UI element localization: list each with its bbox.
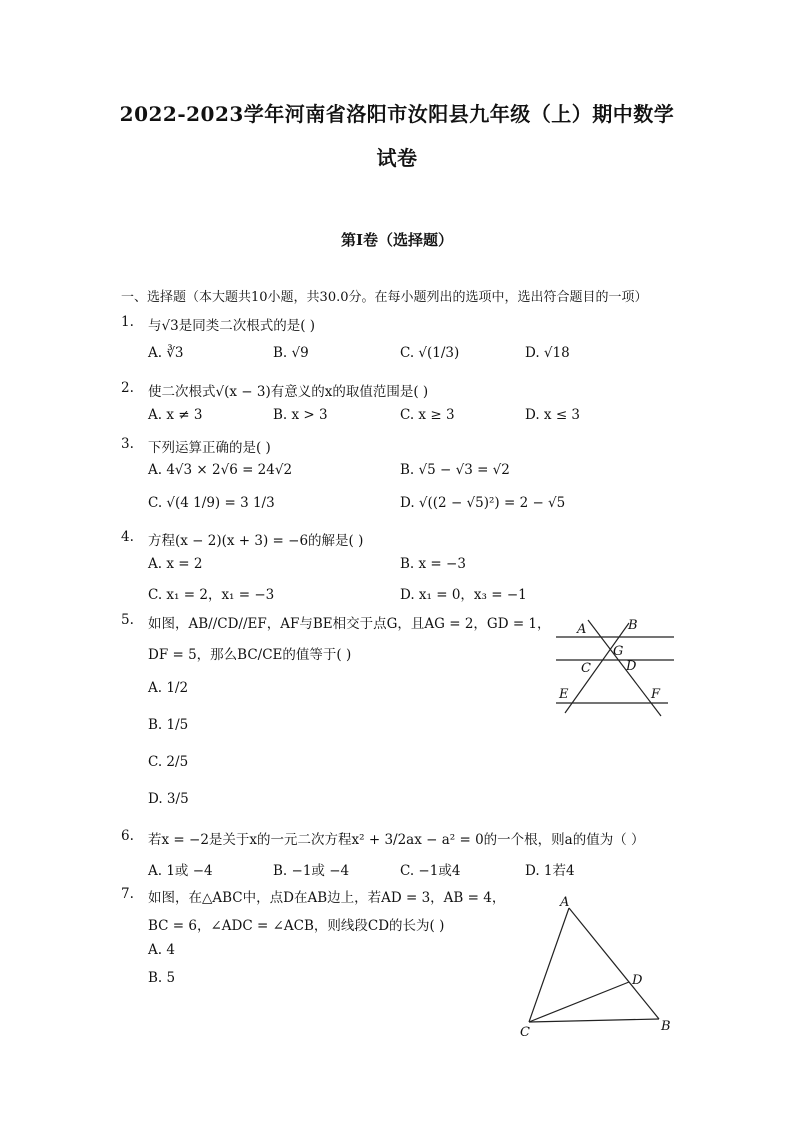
option-a: A. 4√3 × 2√6 = 24√2	[148, 462, 293, 478]
option-b: B. x = −3	[400, 556, 466, 572]
label-d: D	[626, 659, 637, 674]
question-stem: 如图，在△ABC中，点D在AB边上，若AD = 3，AB = 4，	[148, 890, 506, 906]
exam-title-line1: 2022-2023学年河南省洛阳市汝阳县九年级（上）期中数学	[119, 102, 675, 126]
label-c: C	[520, 1025, 530, 1040]
option-c: C. 2/5	[148, 754, 189, 770]
volume-heading: 第I卷（选择题）	[340, 231, 454, 249]
option-a: A. 4	[148, 942, 175, 958]
question-stem: 下列运算正确的是( )	[148, 440, 271, 456]
option-c: C. √(4 1/9) = 3 1/3	[148, 495, 275, 511]
option-a: A. 1或 −4	[148, 863, 213, 879]
option-d: D. √((2 − √5)²) = 2 − √5	[400, 495, 566, 511]
label-f: F	[651, 687, 661, 702]
question-stem-continued: DF = 5，那么BC/CE的值等于( )	[148, 647, 352, 663]
parallel-lines-figure	[548, 615, 678, 720]
question-number: 4.	[121, 529, 134, 545]
option-c: C. x ≥ 3	[400, 407, 455, 423]
option-b: B. √5 − √3 = √2	[400, 462, 510, 478]
side-ac	[529, 908, 569, 1022]
label-g: G	[613, 644, 624, 659]
question-stem: 与√3是同类二次根式的是( )	[148, 318, 316, 334]
option-b: B. −1或 −4	[273, 863, 350, 879]
option-a: A. 1/2	[148, 680, 189, 696]
question-stem: 使二次根式√(x − 3)有意义的x的取值范围是( )	[148, 384, 429, 400]
question-number: 1.	[121, 314, 134, 330]
question-number: 2.	[121, 380, 134, 396]
option-a: A. x ≠ 3	[148, 407, 203, 423]
question-number: 7.	[121, 886, 134, 902]
question-stem: 方程(x − 2)(x + 3) = −6的解是( )	[148, 533, 364, 549]
label-b: B	[661, 1019, 671, 1034]
question-stem-continued: BC = 6，∠ADC = ∠ACB，则线段CD的长为( )	[148, 918, 445, 934]
option-a: A. ∛3	[148, 345, 184, 361]
label-a: A	[560, 895, 570, 910]
option-b: B. √9	[273, 345, 309, 361]
option-b: B. 1/5	[148, 717, 189, 733]
option-c: C. x₁ = 2，x₁ = −3	[148, 587, 275, 603]
triangle-figure	[515, 892, 680, 1042]
option-d: D. x ≤ 3	[525, 407, 581, 423]
option-c: C. √(1/3)	[400, 345, 460, 361]
question-number: 3.	[121, 436, 134, 452]
side-ab	[569, 908, 659, 1019]
segment-cd	[529, 982, 629, 1022]
question-stem: 如图，AB//CD//EF，AF与BE相交于点G，且AG = 2，GD = 1，	[148, 616, 551, 632]
question-number: 6.	[121, 828, 134, 844]
option-a: A. x = 2	[148, 556, 203, 572]
label-a: A	[577, 622, 587, 637]
option-d: D. 3/5	[148, 791, 189, 807]
label-e: E	[559, 687, 569, 702]
option-d: D. x₁ = 0，x₃ = −1	[400, 587, 527, 603]
label-b: B	[628, 618, 638, 633]
option-c: C. −1或4	[400, 863, 461, 879]
option-d: D. 1若4	[525, 863, 575, 879]
question-number: 5.	[121, 612, 134, 628]
label-c: C	[581, 661, 591, 676]
option-b: B. 5	[148, 970, 176, 986]
question-stem: 若x = −2是关于x的一元二次方程x² + 3/2ax − a² = 0的一个根，则a的值为（ ）	[148, 832, 645, 848]
exam-title-line2: 试卷	[376, 146, 418, 170]
option-d: D. √18	[525, 345, 570, 361]
side-cb	[529, 1019, 659, 1022]
section-heading: 一、选择题（本大题共10小题，共30.0分。在每小题列出的选项中，选出符合题目的一项）	[121, 290, 648, 305]
option-b: B. x > 3	[273, 407, 328, 423]
label-d: D	[632, 973, 643, 988]
